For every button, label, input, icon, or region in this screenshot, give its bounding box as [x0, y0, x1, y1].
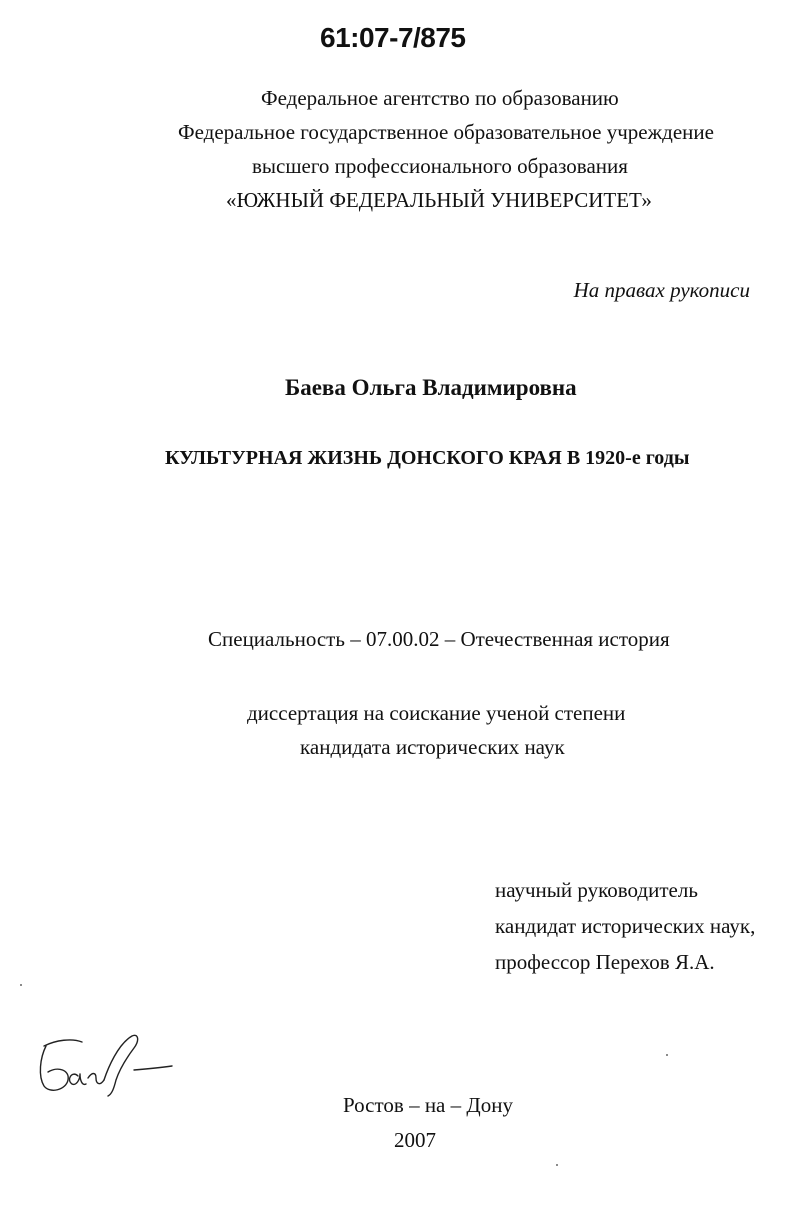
specialty-line: Специальность – 07.00.02 – Отечественная история	[208, 627, 670, 651]
supervisor-label: научный руководитель	[495, 878, 698, 902]
scan-speck	[556, 1164, 558, 1166]
handwritten-signature-icon	[36, 1032, 176, 1098]
degree-line-1: диссертация на соискание ученой степени	[247, 701, 626, 725]
org-line-education-level: высшего профессионального образования	[252, 154, 628, 178]
manuscript-rights-note: На правах рукописи	[573, 278, 750, 302]
supervisor-name: профессор Перехов Я.А.	[495, 950, 715, 974]
year: 2007	[394, 1128, 436, 1152]
dissertation-title: КУЛЬТУРНАЯ ЖИЗНЬ ДОНСКОГО КРАЯ В 1920-е годы	[165, 447, 690, 469]
org-line-agency: Федеральное агентство по образованию	[261, 86, 619, 110]
archive-cipher: 61:07-7/875	[320, 22, 466, 53]
author-name: Баева Ольга Владимировна	[285, 375, 577, 400]
scan-speck	[20, 984, 22, 986]
org-line-university-name: «ЮЖНЫЙ ФЕДЕРАЛЬНЫЙ УНИВЕРСИТЕТ»	[226, 188, 652, 212]
city: Ростов – на – Дону	[343, 1093, 513, 1117]
supervisor-degree: кандидат исторических наук,	[495, 914, 756, 938]
degree-line-2: кандидата исторических наук	[300, 735, 565, 759]
org-line-institution-type: Федеральное государственное образовательное учреждение	[178, 120, 714, 144]
scan-speck	[666, 1054, 668, 1056]
